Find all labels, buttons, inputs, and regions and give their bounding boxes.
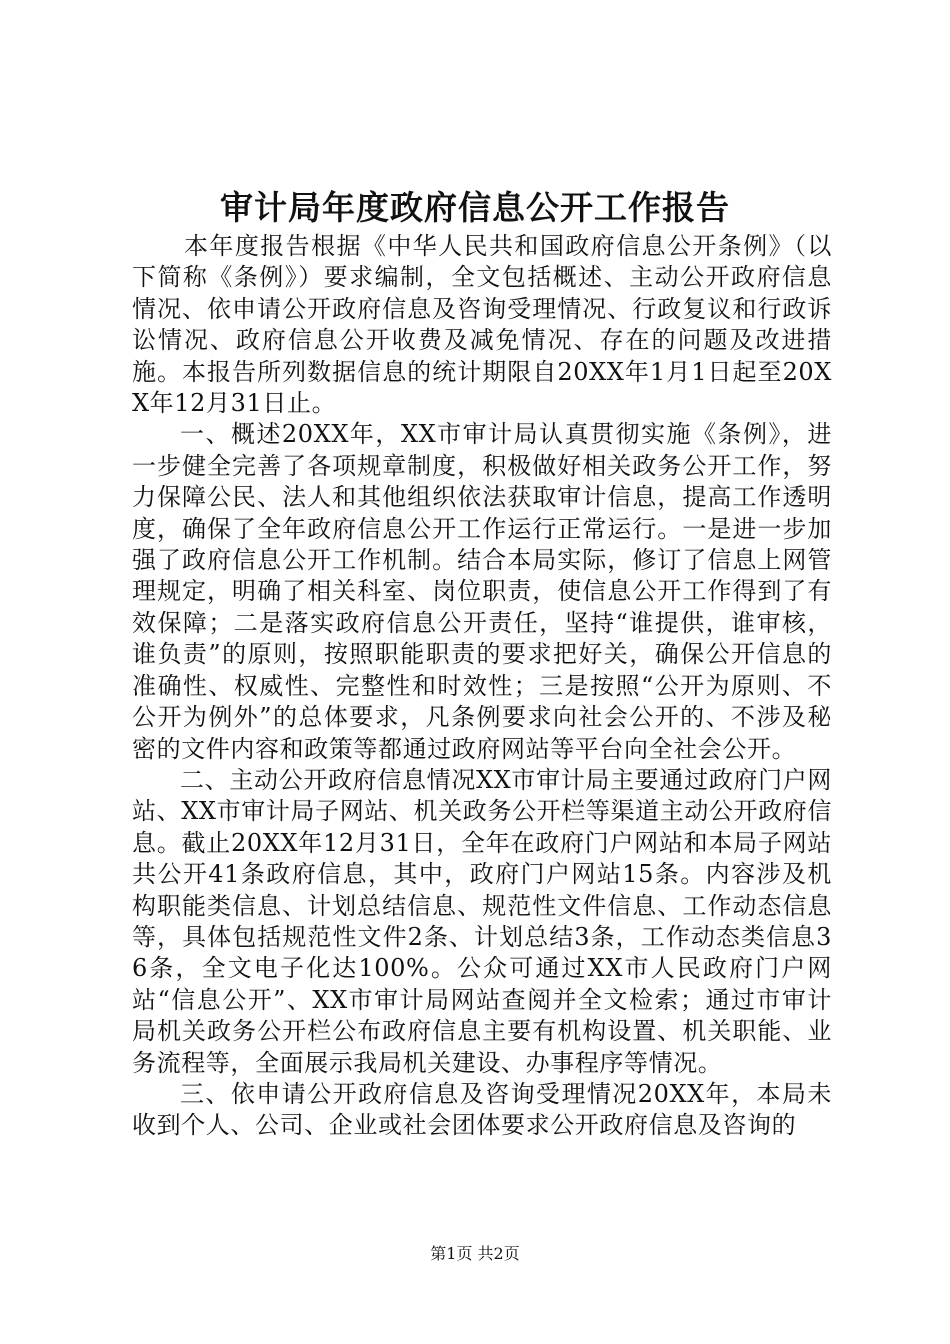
paragraph-intro: 本年度报告根据《中华人民共和国政府信息公开条例》（以下简称《条例》）要求编制，全文包括概述、主动公开政府信息情况、依申请公开政府信息及咨询受理情况、行政复议和行政诉讼情况、政府信息公开收费及减免情况、存在的问题及改进措施。本报告所列数据信息的统计期限自20XX年1月1日起至20XX年12月31日止。	[132, 232, 832, 418]
paragraph-overview: 一、概述20XX年，XX市审计局认真贯彻实施《条例》，进一步健全完善了各项规章制度，积极做好相关政务公开工作，努力保障公民、法人和其他组织依法获取审计信息，提高工作透明度，确保了全年政府信息公开工作运行正常运行。一是进一步加强了政府信息公开工作机制。结合本局实际，修订了信息上网管理规定，明确了相关科室、岗位职责，使信息公开工作得到了有效保障；二是落实政府信息公开责任，坚持“谁提供，谁审核，谁负责”的原则，按照职能职责的要求把好关，确保公开信息的准确性、权威性、完整性和时效性；三是按照“公开为原则、不公开为例外”的总体要求，凡条例要求向社会公开的、不涉及秘密的文件内容和政策等都通过政府网站等平台向全社会公开。	[132, 420, 832, 763]
page-number-footer: 第1页 共2页	[430, 1244, 520, 1263]
document-title: 审计局年度政府信息公开工作报告	[220, 188, 730, 227]
paragraph-proactive-disclosure: 二、主动公开政府信息情况XX市审计局主要通过政府门户网站、XX市审计局子网站、机关政务公开栏等渠道主动公开政府信息。截止20XX年12月31日，全年在政府门户网站和本局子网站共公开41条政府信息，其中，政府门户网站15条。内容涉及机构职能类信息、计划总结信息、规范性文件信息、工作动态信息等，具体包括规范性文件2条、计划总结3条，工作动态类信息36条，全文电子化达100%。公众可通过XX市人民政府门户网站“信息公开”、XX市审计局网站查阅并全文检索；通过市审计局机关政务公开栏公布政府信息主要有机构设置、机关职能、业务流程等，全面展示我局机关建设、办事程序等情况。	[132, 765, 832, 1077]
document-body	[132, 231, 832, 1142]
paragraph-application-disclosure: 三、依申请公开政府信息及咨询受理情况20XX年，本局未收到个人、公司、企业或社会团体要求公开政府信息及咨询的	[132, 1079, 832, 1140]
